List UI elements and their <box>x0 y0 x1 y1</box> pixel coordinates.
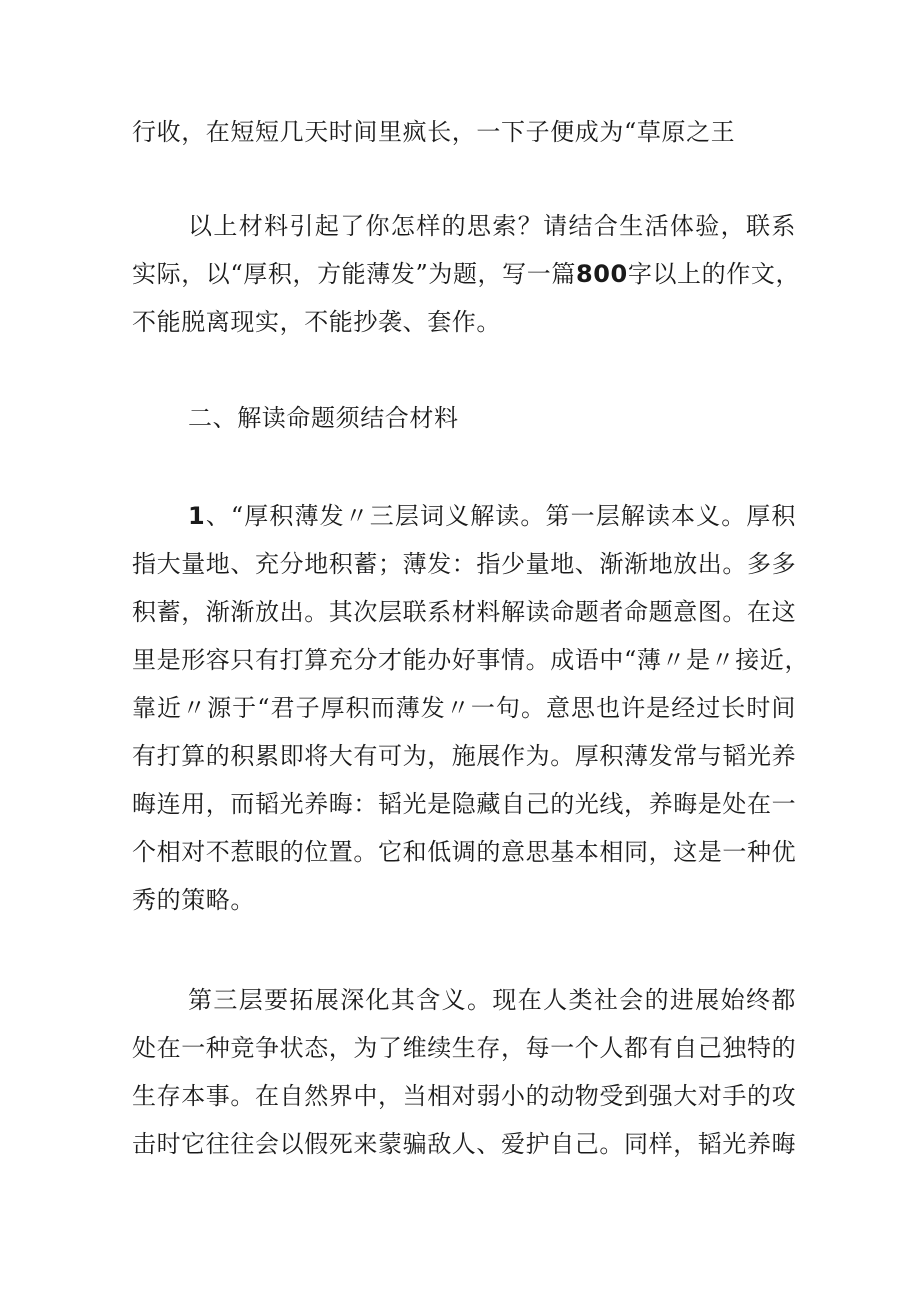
text-line: 积蓄，渐渐放出。其次层联系材料解读命题者命题意图。在这 <box>132 598 797 626</box>
text-line: 以上材料引起了你怎样的思索？请结合生活体验，联系 <box>188 212 796 240</box>
word-count-number: 800 <box>575 260 628 288</box>
text-line: 里是形容只有打算充分才能办好事情。成语中“薄〃是〃接近， <box>132 646 810 674</box>
text-line: 有打算的积累即将大有可为，施展作为。厚积薄发常与韬光养 <box>132 742 797 770</box>
section-heading <box>132 394 796 442</box>
text-line: 处在一种竞争状态，为了维续生存，每一个人都有自己独特的 <box>132 1034 797 1062</box>
text-segment: 实际，以“厚积，方能薄发”为题，写一篇 <box>132 260 576 288</box>
paragraph-interpretation <box>132 492 810 924</box>
text-line: 第三层要拓展深化其含义。现在人类社会的进展始终都 <box>188 986 796 1014</box>
text-line <box>132 492 796 540</box>
text-line: 秀的策略。 <box>132 886 255 914</box>
text-line: 指大量地、充分地积蓄；薄发：指少量地、渐渐地放出。多多 <box>132 550 797 578</box>
text-line: 二、解读命题须结合材料 <box>188 404 459 432</box>
text-line: 靠近〃源于“君子厚积而薄发〃一句。意思也许是经过长时间 <box>132 694 796 722</box>
text-line: 生存本事。在自然界中，当相对弱小的动物受到强大对手的攻 <box>132 1082 797 1110</box>
text-line: 行收，在短短几天时间里疯长，一下子便成为“草原之王 <box>132 118 736 146</box>
paragraph-essay-prompt <box>132 202 801 346</box>
paragraph-third-layer <box>132 976 796 1168</box>
text-line: 晦连用，而韬光养晦：韬光是隐藏自己的光线，养晦是处在一 <box>132 790 797 818</box>
text-line: 击时它往往会以假死来蒙骗敌人、爱护自己。同样，韬光养晦 <box>132 1130 797 1158</box>
text-segment: 字以上的作文， <box>627 260 801 288</box>
list-number: 1 <box>188 502 206 530</box>
text-segment: 、“厚积薄发〃三层词义解读。第一层解读本义。厚积 <box>205 502 796 530</box>
paragraph-continuation <box>132 108 796 156</box>
text-line: 个相对不惹眼的位置。它和低调的意思基本相同，这是一种优 <box>132 838 797 866</box>
text-line: 不能脱离现实，不能抄袭、套作。 <box>132 308 501 336</box>
text-line <box>132 250 801 298</box>
